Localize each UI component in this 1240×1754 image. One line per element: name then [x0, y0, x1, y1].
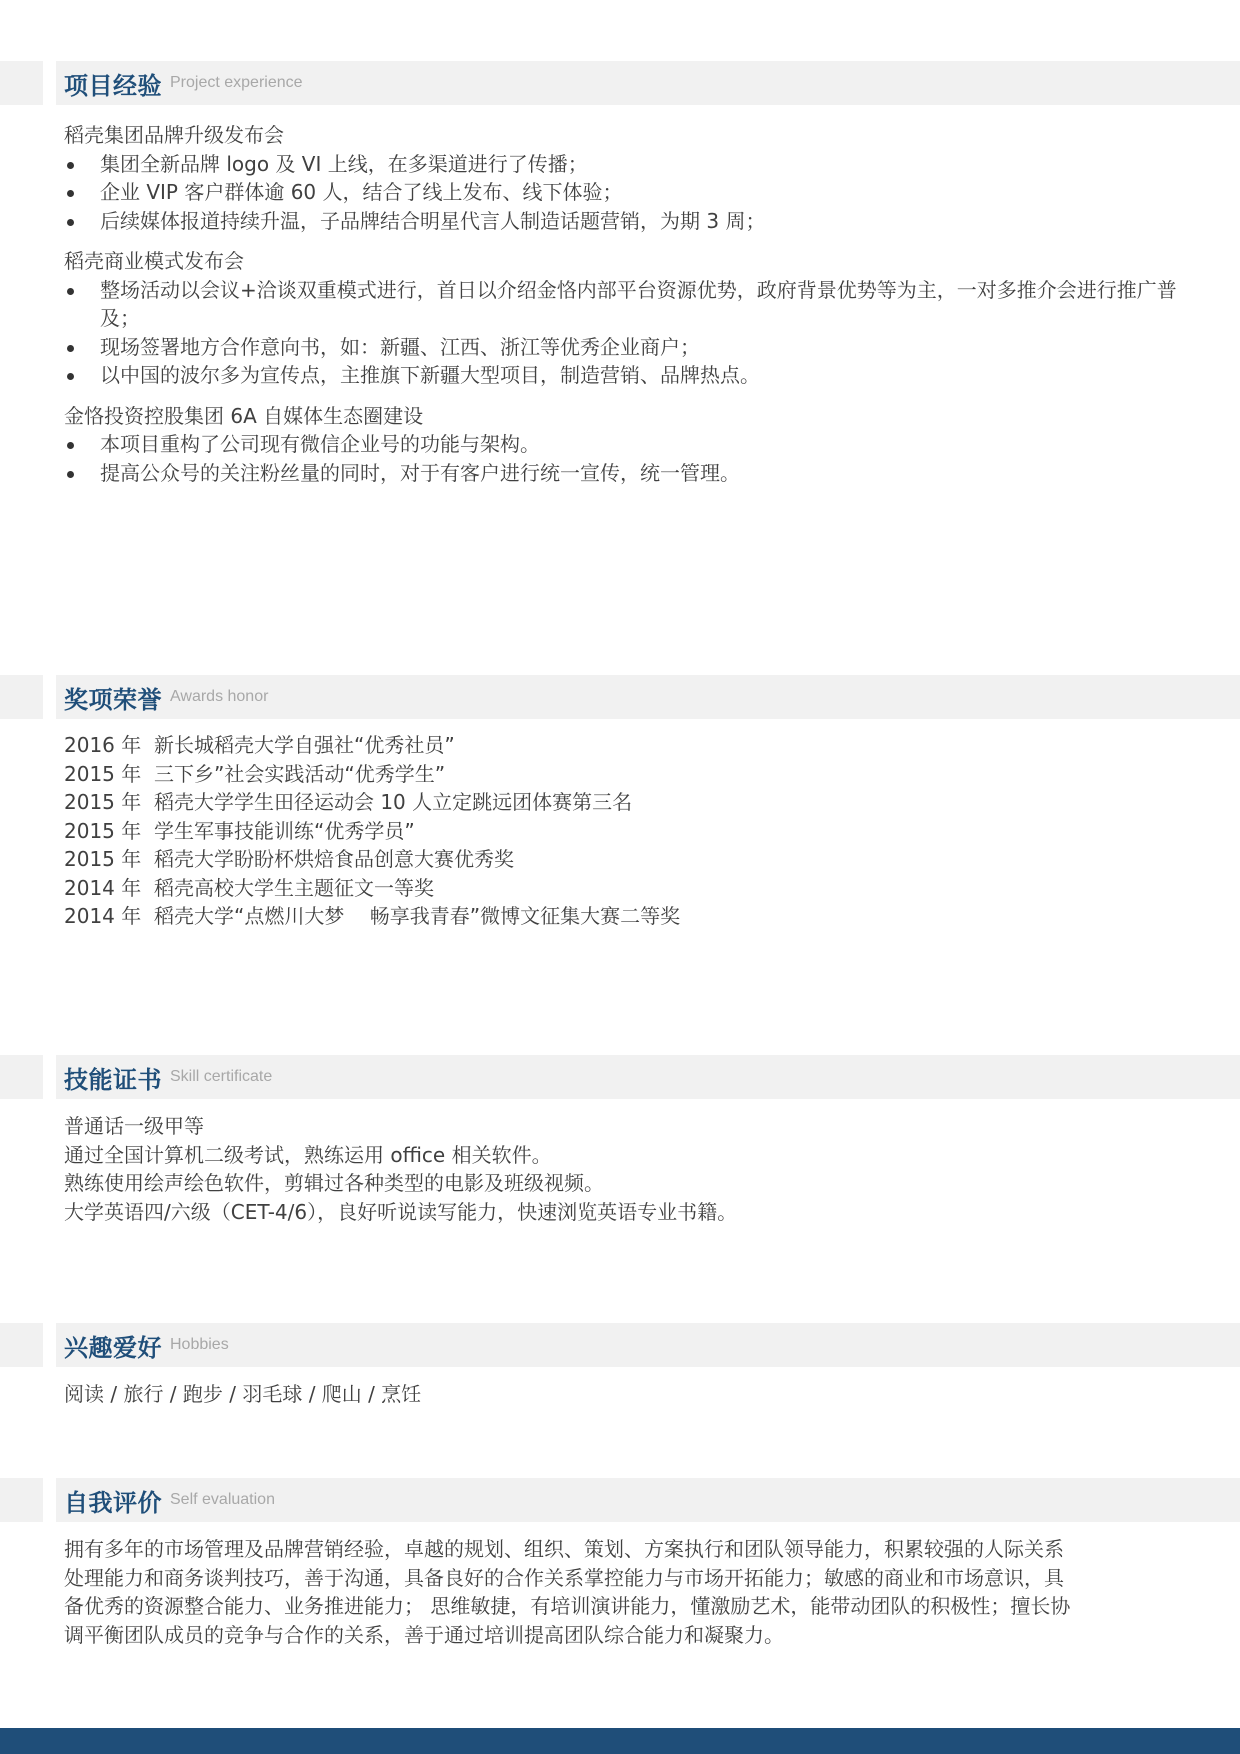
- list-item: 大学英语四/六级（CET-4/6），良好听说读写能力，快速浏览英语专业书籍。: [64, 1199, 738, 1224]
- project-bullets: [64, 430, 1184, 487]
- project-title: 金恪投资控股集团 6A 自媒体生态圈建设: [64, 403, 424, 428]
- section-subtitle: Self evaluation: [170, 1491, 275, 1508]
- section-header: [56, 61, 1240, 105]
- list-item: 普通话一级甲等: [64, 1114, 204, 1138]
- section-subtitle: Hobbies: [170, 1336, 229, 1353]
- list-item: 企业 VIP 客户群体逾 60 人，结合了线上发布、线下体验；: [64, 178, 1184, 207]
- list-item: 整场活动以会议+洽谈双重模式进行，首日以介绍金恪内部平台资源优势，政府背景优势等为主，一对多推介会进行推广普及；: [64, 276, 1184, 333]
- list-item: 集团全新品牌 logo 及 VI 上线，在多渠道进行了传播；: [64, 150, 1184, 179]
- section-header: [56, 675, 1240, 719]
- project-bullets: [64, 150, 1184, 236]
- section-title: 奖项荣誉: [64, 685, 162, 714]
- list-item: 2014 年 稻壳高校大学生主题征文一等奖: [64, 875, 434, 900]
- list-item: 以中国的波尔多为宣传点，主推旗下新疆大型项目，制造营销、品牌热点。: [64, 361, 1184, 390]
- list-item: 现场签署地方合作意向书，如：新疆、江西、浙江等优秀企业商户；: [64, 333, 1184, 362]
- project-title: 稻壳商业模式发布会: [64, 249, 244, 273]
- list-item: 通过全国计算机二级考试，熟练运用 office 相关软件。: [64, 1142, 552, 1167]
- list-item: 2015 年 学生军事技能训练“优秀学员”: [64, 818, 415, 843]
- section-title: 技能证书: [64, 1065, 162, 1094]
- header-stub: [0, 1055, 43, 1099]
- section-title: 项目经验: [64, 71, 162, 100]
- section-header: [56, 1323, 1240, 1367]
- paragraph-line: 调平衡团队成员的竞争与合作的关系，善于通过培训提高团队综合能力和凝聚力。: [64, 1622, 784, 1647]
- skills-list: [64, 1112, 1184, 1226]
- awards-list: [64, 731, 1184, 931]
- list-item: 2015 年 稻壳大学盼盼杯烘焙食品创意大赛优秀奖: [64, 847, 514, 871]
- paragraph-line: 备优秀的资源整合能力、业务推进能力； 思维敏捷，有培训演讲能力，懂激励艺术，能带动团队的积极性；擅长协: [64, 1594, 1071, 1618]
- footer-bar: [0, 1728, 1240, 1754]
- paragraph-line: 处理能力和商务谈判技巧，善于沟通，具备良好的合作关系掌控能力与市场开拓能力；敏感的商业和市场意识，具: [64, 1565, 1064, 1590]
- list-item: 本项目重构了公司现有微信企业号的功能与架构。: [64, 430, 1184, 459]
- project-title: 稻壳集团品牌升级发布会: [64, 123, 284, 147]
- section-title: 兴趣爱好: [64, 1333, 162, 1362]
- list-item: 2014 年 稻壳大学“点燃川大梦 畅享我青春”微博文征集大赛二等奖: [64, 904, 681, 928]
- hobbies-text: [64, 1380, 1184, 1409]
- section-subtitle: Awards honor: [170, 688, 269, 705]
- header-stub: [0, 61, 43, 105]
- section-title: 自我评价: [64, 1488, 162, 1517]
- header-stub: [0, 1478, 43, 1522]
- section-header: [56, 1478, 1240, 1522]
- paragraph-line: 拥有多年的市场管理及品牌营销经验，卓越的规划、组织、策划、方案执行和团队领导能力，积累较强的人际关系: [64, 1537, 1064, 1561]
- header-stub: [0, 1323, 43, 1367]
- list-item: 2015 年 稻壳大学学生田径运动会 10 人立定跳远团体赛第三名: [64, 790, 633, 814]
- project-bullets: [64, 276, 1184, 390]
- list-item: 2015 年 三下乡”社会实践活动“优秀学生”: [64, 761, 446, 786]
- header-stub: [0, 675, 43, 719]
- section-subtitle: Project experience: [170, 74, 303, 91]
- list-item: 熟练使用绘声绘色软件，剪辑过各种类型的电影及班级视频。: [64, 1171, 604, 1195]
- list-item: 后续媒体报道持续升温，子品牌结合明星代言人制造话题营销，为期 3 周；: [64, 207, 1184, 236]
- hobbies-line: 阅读 / 旅行 / 跑步 / 羽毛球 / 爬山 / 烹饪: [64, 1382, 422, 1406]
- project-list: [64, 121, 1184, 499]
- list-item: 提高公众号的关注粉丝量的同时，对于有客户进行统一宣传，统一管理。: [64, 459, 1184, 488]
- section-header: [56, 1055, 1240, 1099]
- list-item: 2016 年 新长城稻壳大学自强社“优秀社员”: [64, 733, 455, 757]
- section-subtitle: Skill certificate: [170, 1068, 273, 1085]
- self-evaluation-text: [64, 1535, 1184, 1649]
